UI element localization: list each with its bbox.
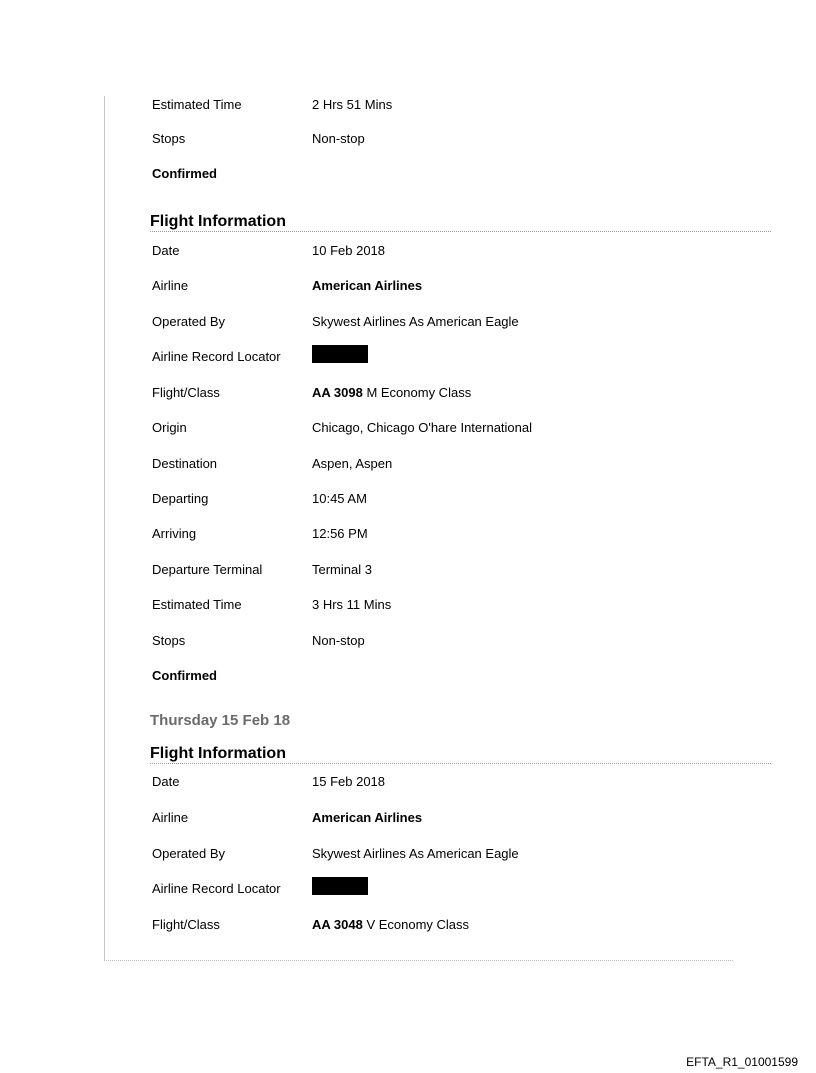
departing-label: Departing [152, 491, 209, 506]
status-confirmed-2: Confirmed [152, 668, 217, 683]
flight-number-2: AA 3048 [312, 917, 363, 932]
arriving-value: 12:56 PM [312, 526, 368, 541]
date-value: 10 Feb 2018 [312, 243, 386, 258]
date-label-2: Date [152, 774, 180, 789]
departure-terminal-label: Departure Terminal [152, 562, 263, 577]
document-id: EFTA_R1_01001599 [686, 1055, 798, 1069]
redaction-box [312, 345, 368, 363]
record-locator-label-2: Airline Record Locator [152, 881, 281, 896]
status-confirmed: Confirmed [152, 166, 217, 181]
estimated-time-value: 2 Hrs 51 Mins [312, 97, 393, 112]
operated-by-value-2: Skywest Airlines As American Eagle [312, 846, 519, 861]
airline-label-2: Airline [152, 810, 189, 825]
flight-information-heading: Flight Information [150, 213, 771, 232]
arriving-label: Arriving [152, 526, 197, 541]
class-text-2: V Economy Class [362, 917, 470, 932]
record-locator-label: Airline Record Locator [152, 349, 281, 364]
estimated-time-label-2: Estimated Time [152, 597, 242, 612]
origin-value: Chicago, Chicago O'hare International [312, 420, 533, 435]
departing-value: 10:45 AM [312, 491, 367, 506]
stops-label: Stops [152, 131, 186, 146]
date-value-2: 15 Feb 2018 [312, 774, 386, 789]
origin-label: Origin [152, 420, 187, 435]
destination-value: Aspen, Aspen [312, 456, 393, 471]
date-label: Date [152, 243, 180, 258]
stops-value-2: Non-stop [312, 633, 365, 648]
flight-number: AA 3098 [312, 385, 363, 400]
flight-information-heading-2: Flight Information [150, 745, 771, 764]
stops-value: Non-stop [312, 131, 365, 146]
airline-value-2: American Airlines [312, 810, 423, 825]
operated-by-value: Skywest Airlines As American Eagle [312, 314, 519, 329]
flight-class-value-2 [312, 917, 469, 932]
stops-label-2: Stops [152, 633, 186, 648]
redaction-box-2 [312, 877, 368, 895]
class-text: M Economy Class [362, 385, 472, 400]
airline-value: American Airlines [312, 278, 423, 293]
day-heading: Thursday 15 Feb 18 [150, 712, 291, 729]
flight-class-value [312, 385, 471, 400]
operated-by-label: Operated By [152, 314, 225, 329]
flight-class-label: Flight/Class [152, 385, 220, 400]
operated-by-label-2: Operated By [152, 846, 225, 861]
estimated-time-value-2: 3 Hrs 11 Mins [312, 597, 392, 612]
destination-label: Destination [152, 456, 218, 471]
airline-label: Airline [152, 278, 189, 293]
estimated-time-label: Estimated Time [152, 97, 242, 112]
flight-class-label-2: Flight/Class [152, 917, 220, 932]
departure-terminal-value: Terminal 3 [312, 562, 372, 577]
